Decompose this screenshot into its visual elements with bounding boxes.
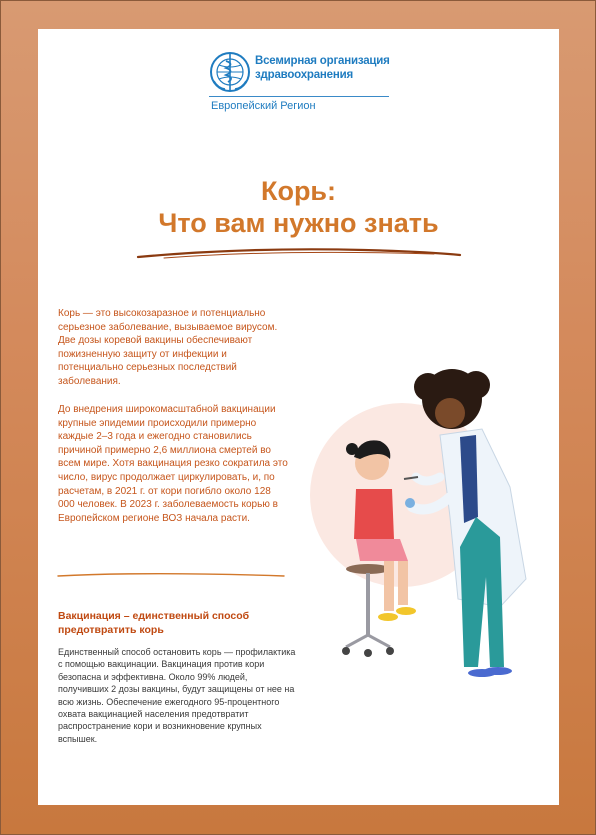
- organization-name: [255, 54, 395, 82]
- intro-paragraph-2: До внедрения широкомасштабной вакцинации крупные эпидемии происходили примерно каждые 2–3 года и ежегодно становились причиной примерно 2,6 миллиона смертей во всем мире. Хотя вакцинация резко сократила это число, вирус продолжает циркулировать, и, по расчетам, в 2021 г. от кори погибло около 128 000 человек. В 2023 г. заболеваемость корью в Европейском регионе ВОЗ начала расти.: [58, 404, 288, 524]
- section-divider: [56, 570, 286, 580]
- intro-paragraph-1: Корь — это высокозаразное и потенциально серьезное заболевание, вызываемое вирусом. Две дозы коревой вакцины обеспечивают пожизненную защиту от инфекции и потенциально серьезных последствий заболевания.: [58, 308, 278, 387]
- logo-divider: [209, 96, 389, 97]
- title-brush-underline: [134, 245, 464, 263]
- who-logo: [209, 51, 389, 116]
- vaccination-paragraph: Единственный способ остановить корь — профилактика с помощью вакцинации. Вакцинация против кори безопасна и эффективна. Около 99% людей, получивших 2 дозы вакцины, будут защищены от нее на всю жизнь. Обеспечение ежегодного 95-процентного охвата вакцинацией населения предотвратит распространение кори и возникновение крупных вспышек.: [58, 647, 296, 744]
- org-name-line2: здравоохранения: [255, 69, 354, 81]
- page-title-line2: Что вам нужно знать: [158, 208, 439, 238]
- page-title-line1: Корь:: [260, 176, 337, 206]
- who-emblem-icon: [209, 51, 251, 93]
- vaccination-illustration: [300, 317, 540, 677]
- document-page: [38, 29, 559, 805]
- vaccination-heading: Вакцинация – единственный способ предотвратить корь: [58, 610, 250, 636]
- region-label: Европейский Регион: [211, 100, 316, 112]
- org-name-line1: Всемирная организация: [255, 55, 390, 67]
